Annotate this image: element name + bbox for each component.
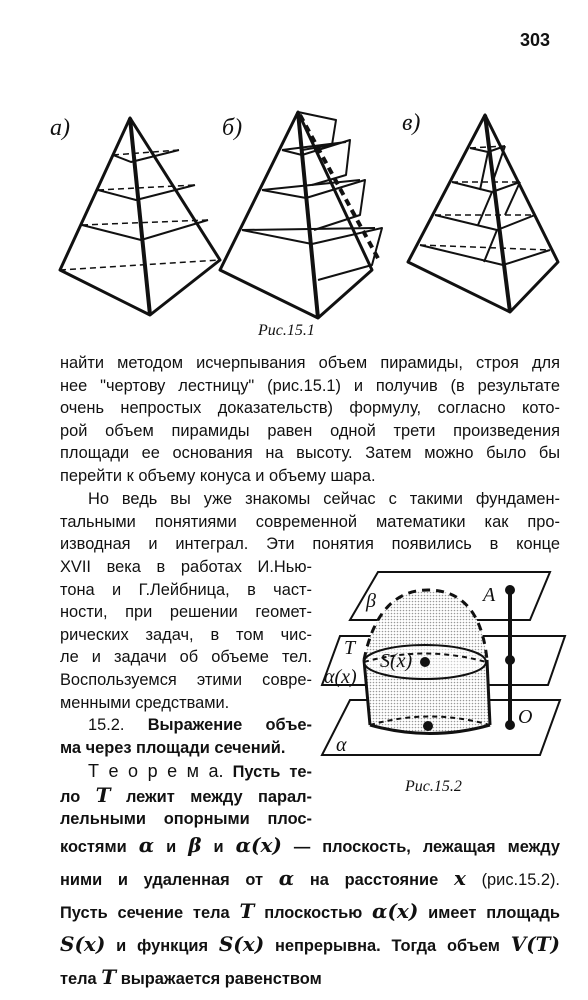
text-fragment: на расстояние [309, 871, 439, 889]
page-number: 303 [520, 30, 551, 50]
section-number: 15.2. [88, 716, 125, 734]
label-T: T [344, 637, 356, 659]
text-line: XVII века в работах И.Нью- [60, 558, 312, 576]
text-line: нее "чертову лестницу" (рис.15.1) и получив (в результате [60, 376, 560, 395]
math-T: T [101, 965, 117, 989]
text-line: рой объем пирамиды равен одной трети произведения [60, 421, 560, 440]
label-alpha-x: α(x) [324, 666, 357, 688]
text-fragment: плоскостью [264, 904, 363, 922]
text-fragment: и [213, 838, 224, 856]
text-line: Но ведь вы уже знакомы сейчас с такими фундамен- [88, 490, 560, 508]
text-line: тона и Г.Лейбница, в част- [60, 580, 312, 599]
math-beta: β [188, 833, 202, 857]
text-line: рических задач, в том чис- [60, 625, 312, 644]
math-x: x [453, 866, 466, 890]
text-line: менными средствами. [60, 693, 230, 712]
text-line: перейти к объему конуса и объему шара. [60, 466, 376, 485]
text-fragment: выражается равенством [120, 970, 322, 988]
text-fragment: и функция [116, 937, 209, 955]
label-alpha: α [336, 734, 347, 756]
math-S-x: S(x) [218, 932, 265, 956]
text-fragment: Пусть сечение тела [60, 904, 230, 922]
text-fragment: лежит между парал- [125, 787, 312, 806]
theorem-word: Т е о р е м а. [88, 761, 224, 781]
text-fragment: ло [60, 787, 81, 806]
label-Sx: S(x) [380, 650, 413, 672]
text-fragment: лельными опорными плос- [60, 810, 312, 829]
math-S-x: S(x) [60, 932, 106, 956]
text-fragment: Пусть те- [232, 763, 312, 781]
text-line: площади ее основания на высоту. Затем можно было бы [60, 444, 560, 463]
text-fragment: и [166, 838, 177, 856]
text-line: Воспользуемся этими совре- [60, 670, 312, 689]
math-alpha: α [138, 833, 155, 857]
section-title-cont: ма через площади сечений. [60, 738, 286, 757]
label-beta: β [366, 590, 376, 612]
math-T: T [95, 782, 111, 807]
text-line: тальными понятиями современной математики как про- [60, 512, 560, 531]
label-A: A [483, 584, 496, 606]
text-line: изводная и интеграл. Эти понятия появились в конце [60, 535, 560, 554]
text-fragment: — плоскость, лежащая между [293, 838, 560, 856]
section-title: Выражение объе- [147, 716, 312, 734]
math-alpha: α [278, 866, 295, 890]
text-fragment: (рис.15.2). [481, 871, 560, 889]
figure-15-1-caption: Рис.15.1 [258, 322, 315, 339]
math-V-T: V(T) [510, 932, 561, 956]
label-O: O [518, 706, 533, 728]
text-fragment: костями [60, 838, 127, 856]
figure-label-b: б) [222, 115, 243, 141]
text-line: ле и задачи об объеме тел. [60, 648, 312, 667]
figure-label-c: в) [402, 110, 421, 136]
text-fragment: тела [60, 970, 97, 988]
figure-label-a: а) [50, 115, 70, 141]
text-line: ности, при решении геомет- [60, 603, 312, 622]
text-fragment: ними и удаленная от [60, 871, 264, 889]
figure-15-2-caption: Рис.15.2 [405, 778, 462, 795]
math-alpha-x: α(x) [372, 899, 419, 923]
text-line: найти методом исчерпывания объем пирамиды, строя для [60, 354, 560, 372]
text-fragment: имеет площадь [428, 904, 560, 922]
text-fragment: непрерывна. Тогда объем [274, 937, 500, 955]
text-line: очень непростых доказательств) формулу, согласно кото- [60, 399, 560, 418]
math-alpha-x: α(x) [235, 833, 282, 857]
math-T: T [239, 899, 255, 923]
